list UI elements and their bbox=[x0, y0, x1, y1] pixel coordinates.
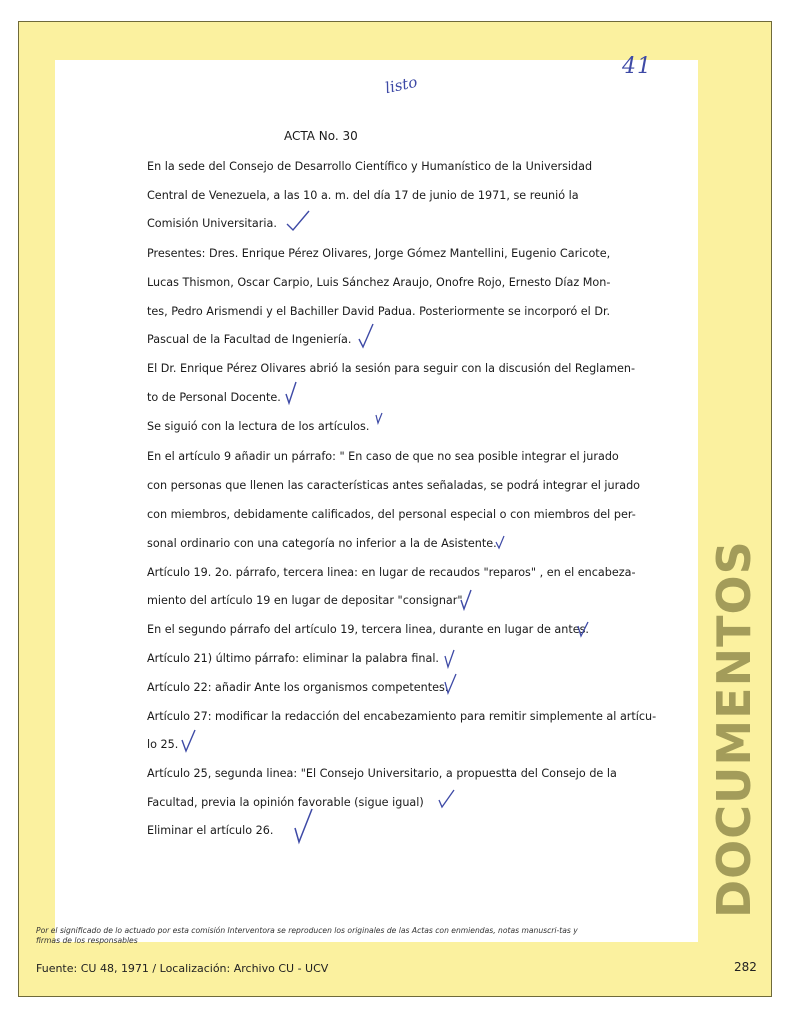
check-mark-icon bbox=[458, 588, 474, 612]
check-mark-icon bbox=[494, 534, 506, 550]
body-line: En el artículo 9 añadir un párrafo: " En caso de que no sea posible integrar el jurado bbox=[147, 450, 619, 463]
check-mark-icon bbox=[292, 806, 316, 846]
document-title: ACTA No. 30 bbox=[284, 129, 358, 143]
body-line: Lucas Thismon, Oscar Carpio, Luis Sánchez Araujo, Onofre Rojo, Ernesto Díaz Mon- bbox=[147, 276, 611, 289]
body-line: Presentes: Dres. Enrique Pérez Olivares, Jorge Gómez Mantellini, Eugenio Caricote, bbox=[147, 247, 611, 260]
body-line: tes, Pedro Arismendi y el Bachiller David Padua. Posteriormente se incorporó el Dr. bbox=[147, 305, 611, 318]
check-mark-icon bbox=[437, 788, 457, 810]
section-label: DOCUMENTOS bbox=[707, 540, 761, 918]
body-line: Central de Venezuela, a las 10 a. m. del día 17 de junio de 1971, se reunió la bbox=[147, 189, 579, 202]
check-mark-icon bbox=[374, 412, 384, 426]
footnote: Por el significado de lo actuado por esta comisión Interventora se reproducen los originales de las Actas con enmiendas, notas manuscri-tas y firmas de los responsables bbox=[36, 926, 578, 945]
check-mark-icon bbox=[283, 380, 299, 406]
body-line: Artículo 19. 2o. párrafo, tercera linea: en lugar de recaudos "reparos" , en el encabeza- bbox=[147, 566, 636, 579]
source-citation: Fuente: CU 48, 1971 / Localización: Archivo CU - UCV bbox=[36, 962, 329, 975]
body-line: El Dr. Enrique Pérez Olivares abrió la sesión para seguir con la discusión del Reglamen- bbox=[147, 362, 636, 375]
body-line: Pascual de la Facultad de Ingeniería. bbox=[147, 333, 352, 346]
check-mark-icon bbox=[356, 322, 376, 350]
handwritten-page-number: 41 bbox=[622, 54, 652, 79]
body-line: to de Personal Docente. bbox=[147, 391, 281, 404]
body-line: Artículo 25, segunda linea: "El Consejo Universitario, a propuestta del Consejo de la bbox=[147, 767, 617, 780]
check-mark-icon bbox=[443, 672, 459, 696]
body-line: Facultad, previa la opinión favorable (sigue igual) bbox=[147, 796, 424, 809]
body-line: sonal ordinario con una categoría no inferior a la de Asistente. bbox=[147, 537, 497, 550]
check-mark-icon bbox=[180, 728, 198, 754]
body-line: Artículo 22: añadir Ante los organismos competentes. bbox=[147, 681, 449, 694]
check-mark-icon bbox=[576, 620, 590, 638]
body-line: con miembros, debidamente calificados, del personal especial o con miembros del per- bbox=[147, 508, 636, 521]
body-line: Eliminar el artículo 26. bbox=[147, 824, 274, 837]
check-mark-icon bbox=[443, 648, 457, 670]
body-line: En la sede del Consejo de Desarrollo Científico y Humanístico de la Universidad bbox=[147, 160, 593, 173]
body-line: miento del artículo 19 en lugar de depositar "consignar" bbox=[147, 594, 463, 607]
check-mark-icon bbox=[284, 208, 312, 234]
handwritten-annotation: listo bbox=[383, 72, 419, 98]
body-line: En el segundo párrafo del artículo 19, tercera linea, durante en lugar de antes. bbox=[147, 623, 589, 636]
body-line: Se siguió con la lectura de los artículos. bbox=[147, 420, 370, 433]
body-line: Artículo 21) último párrafo: eliminar la palabra final. bbox=[147, 652, 439, 665]
body-line: Artículo 27: modificar la redacción del encabezamiento para remitir simplemente al artícu- bbox=[147, 710, 657, 723]
body-line: con personas que llenen las características antes señaladas, se podrá integrar el jurado bbox=[147, 479, 641, 492]
body-line: Comisión Universitaria. bbox=[147, 217, 277, 230]
page-number: 282 bbox=[734, 960, 757, 974]
body-line: lo 25. bbox=[147, 738, 179, 751]
